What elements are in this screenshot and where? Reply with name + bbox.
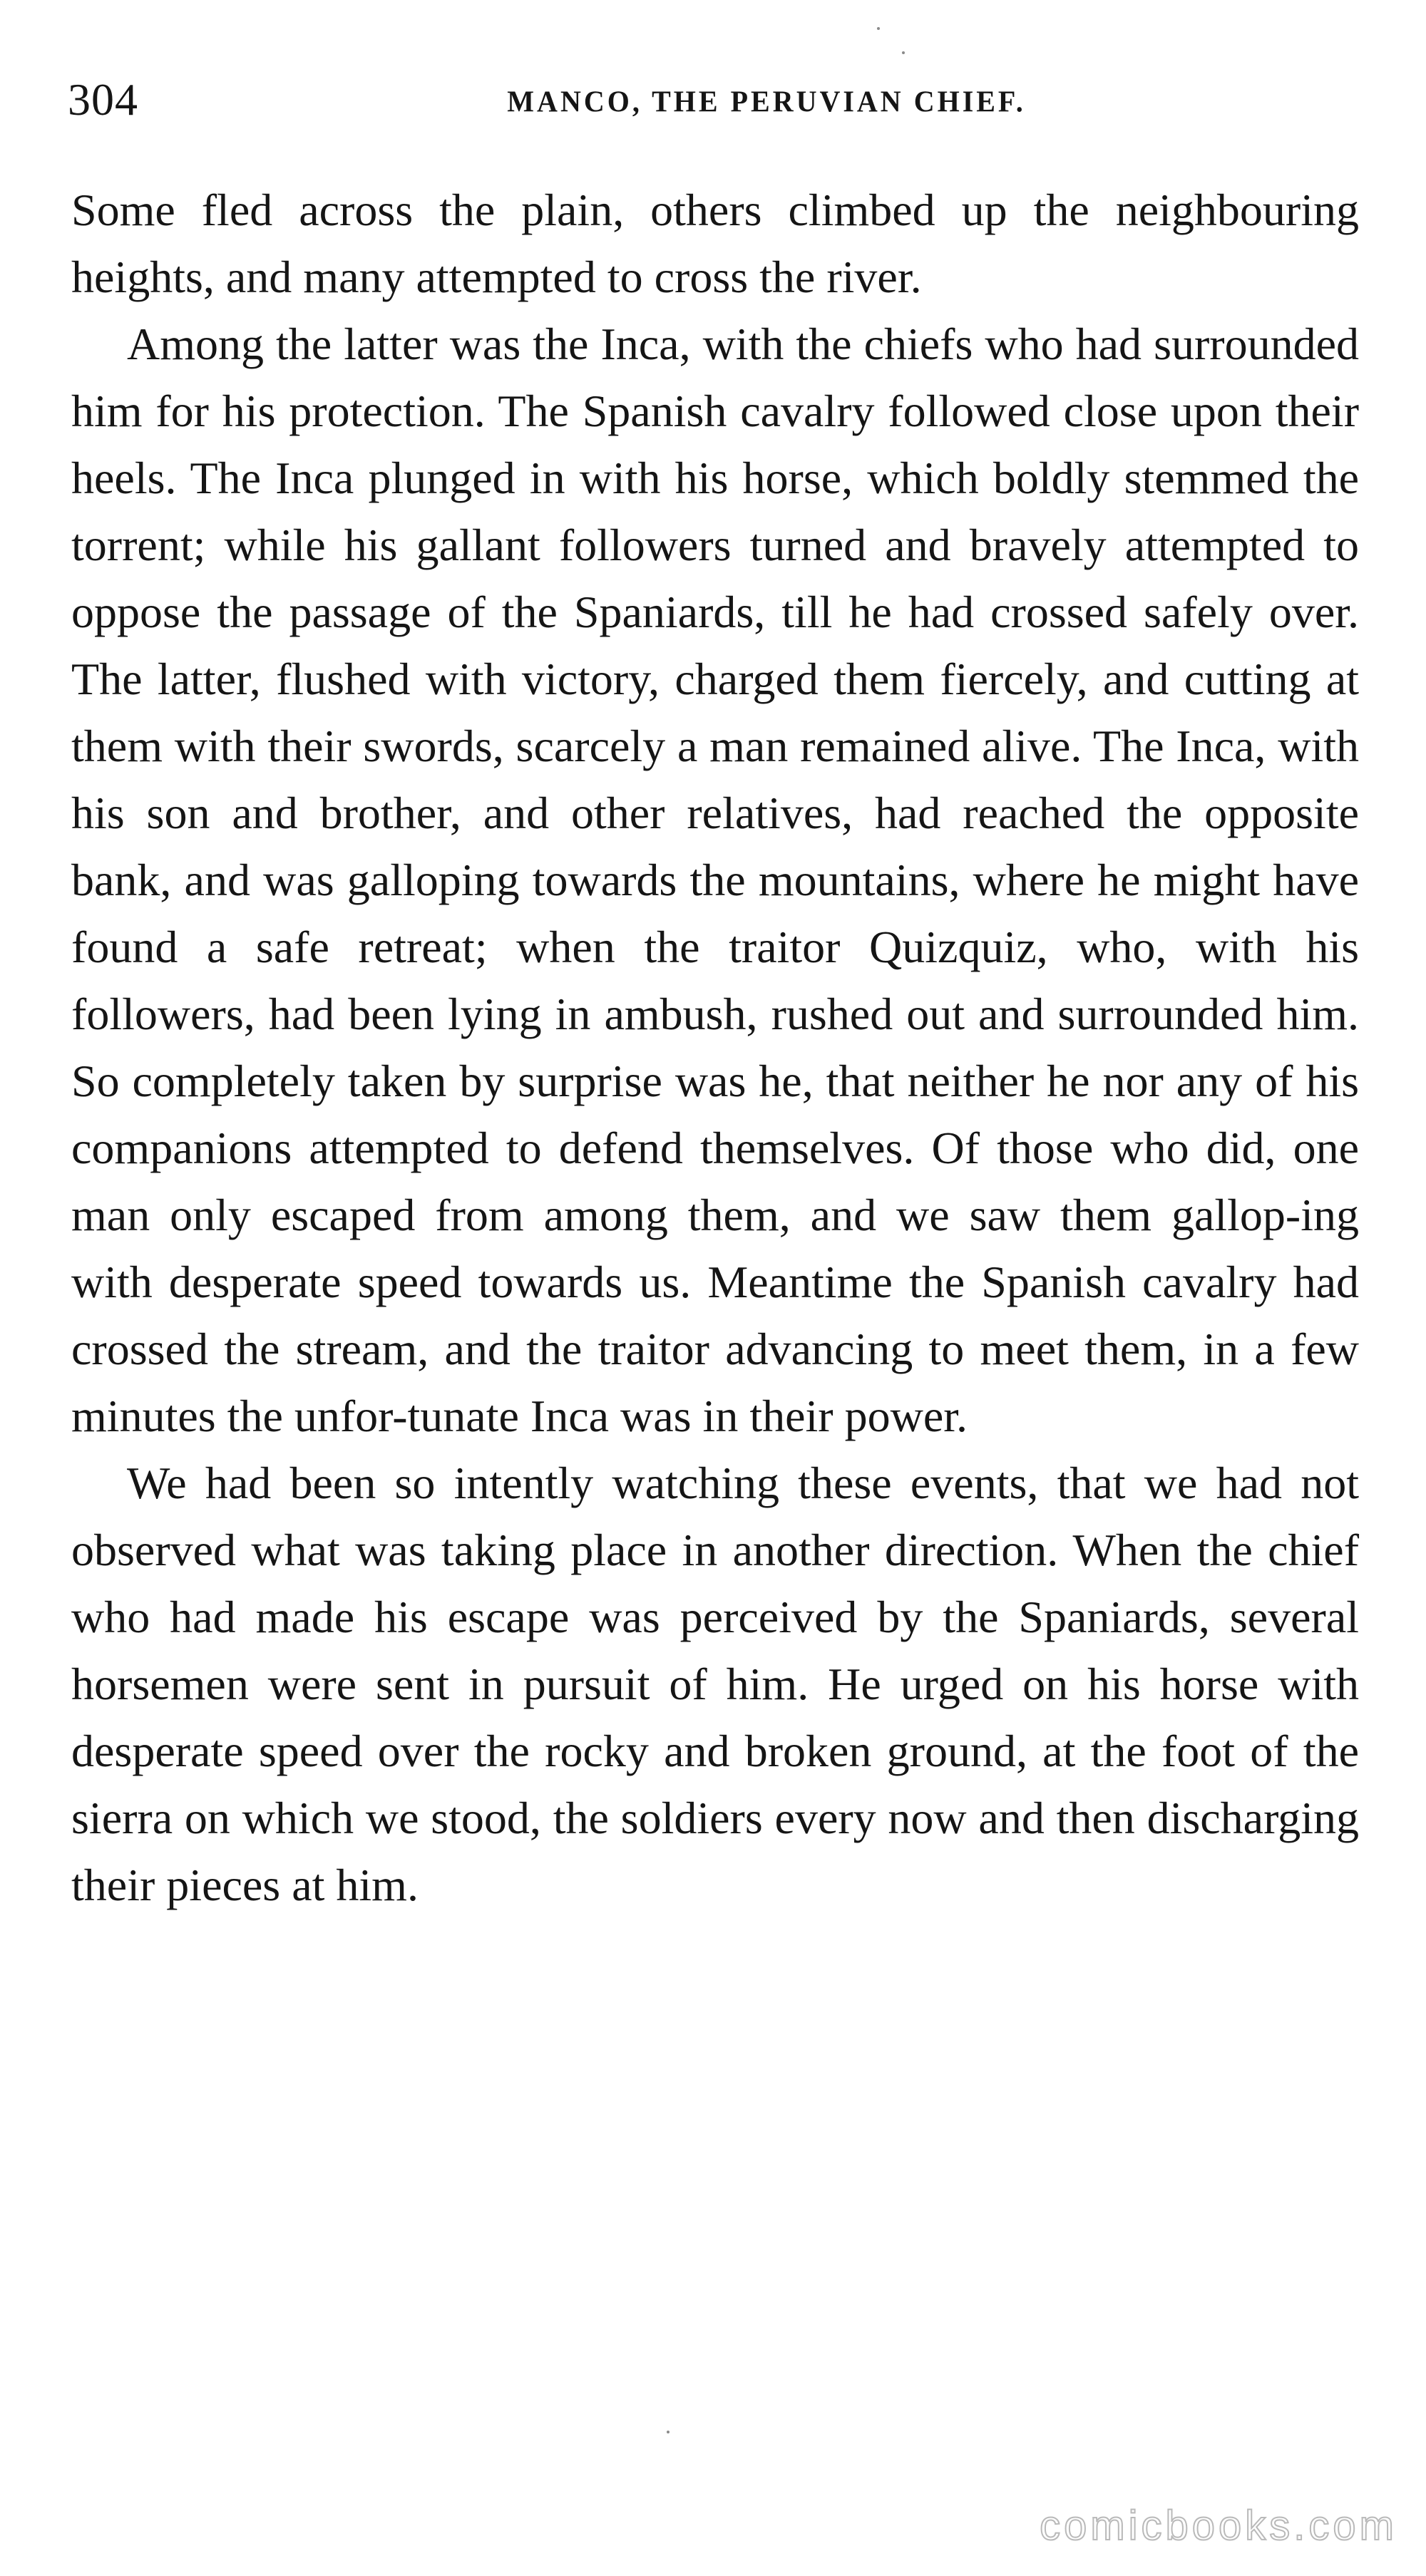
paragraph-2: Among the latter was the Inca, with the chiefs who had surrounded him for his protection. The Spanish cavalry followed close upon their heels. The Inca plunged in with his horse, which boldly stemmed the torrent; while his gallant followers turned and bravely attempted to oppose the passage of the Spaniards, till he had crossed safely over. The latter, flushed with victory, charged them fiercely, and cutting at them with their swords, scarcely a man remained alive. The Inca, with his son and brother, and other relatives, had reached the opposite bank, and was galloping towards the mountains, where he might have found a safe retreat; when the traitor Quizquiz, who, with his followers, had been lying in ambush, rushed out and surrounded him. So completely taken by surprise was he, that neither he nor any of his companions attempted to defend themselves. Of those who did, one man only escaped from among them, and we saw them gallop-ing with desperate speed towards us. Meantime the Spanish cavalry had crossed the stream, and the traitor advancing to meet them, in a few minutes the unfor-tunate Inca was in their power. <box>71 319 1359 1441</box>
running-head: MANCO, THE PERUVIAN CHIEF. <box>507 84 1026 119</box>
paragraph-3: We had been so intently watching these events, that we had not observed what was taking place in another direction. When the chief who had made his escape was perceived by the Spaniards, several horsemen were sent in pursuit of him. He urged on his horse with desperate speed over the rocky and broken ground, at the foot of the sierra on which we stood, the soldiers every now and then discharging their pieces at him. <box>71 1458 1359 1910</box>
page-header <box>68 68 1373 132</box>
paragraph-1: Some fled across the plain, others climbed up the neighbouring heights, and many attempted to cross the river. <box>71 185 1359 302</box>
watermark-logo: comicbooks.com <box>1040 2503 1397 2549</box>
body-text <box>71 177 1359 1919</box>
print-speck <box>902 51 905 54</box>
page-number: 304 <box>68 74 138 125</box>
print-speck <box>877 27 880 30</box>
print-speck <box>667 2431 670 2433</box>
